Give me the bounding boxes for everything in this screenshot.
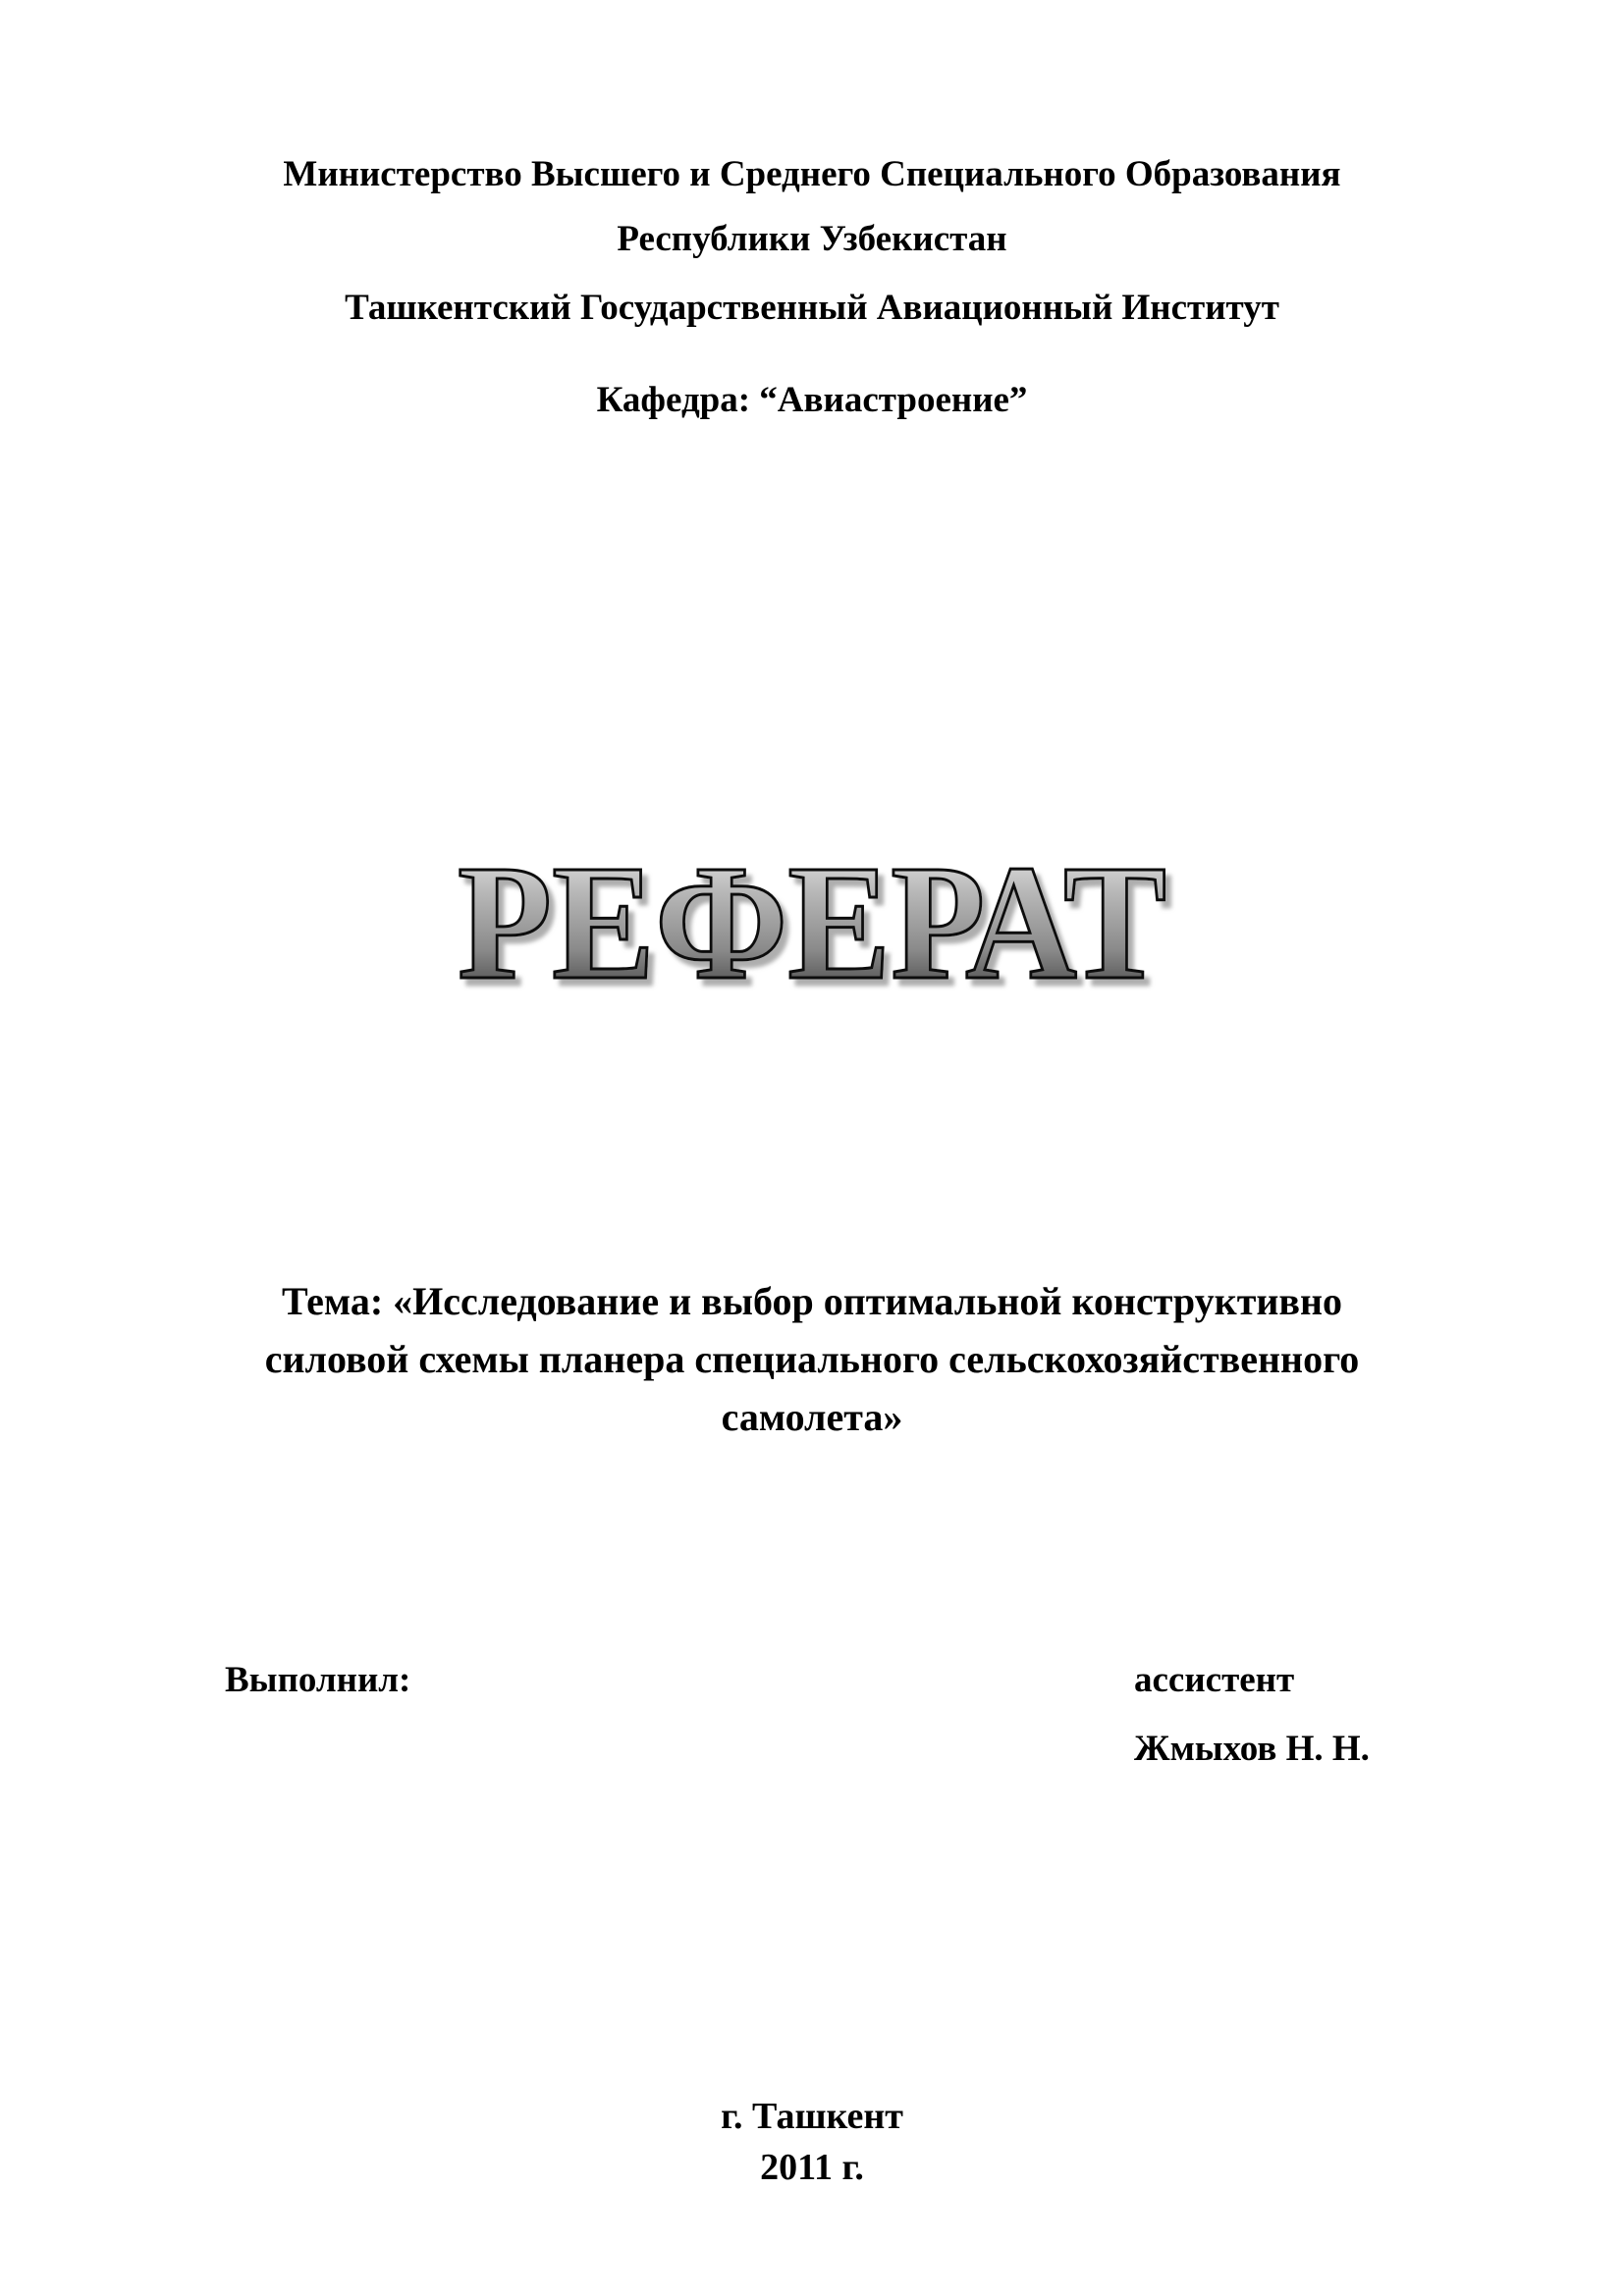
institute-heading: Ташкентский Государственный Авиационный Институт — [345, 288, 1279, 328]
topic-line-1: Тема: «Исследование и выбор оптимальной конструктивно — [281, 1279, 1343, 1323]
document-title — [0, 832, 1624, 1009]
title-text: РЕФЕРАТ — [458, 832, 1166, 1009]
city-label: г. Ташкент — [721, 2096, 903, 2137]
performer-role: ассистент — [1134, 1660, 1295, 1700]
performer-label: Выполнил: — [225, 1660, 411, 1700]
year-label: 2011 г. — [760, 2147, 864, 2188]
department-heading: Кафедра: “Авиастроение” — [596, 380, 1028, 420]
republic-heading: Республики Узбекистан — [617, 219, 1007, 259]
performer-name: Жмыхов Н. Н. — [1134, 1729, 1370, 1769]
ministry-heading: Министерство Высшего и Среднего Специального Образования — [283, 154, 1341, 194]
topic-block — [206, 1272, 1418, 1446]
topic-line-2: силовой схемы планера специального сельскохозяйственного — [264, 1337, 1360, 1381]
title-wordart — [439, 832, 1185, 1009]
topic-line-3: самолета» — [721, 1395, 903, 1439]
